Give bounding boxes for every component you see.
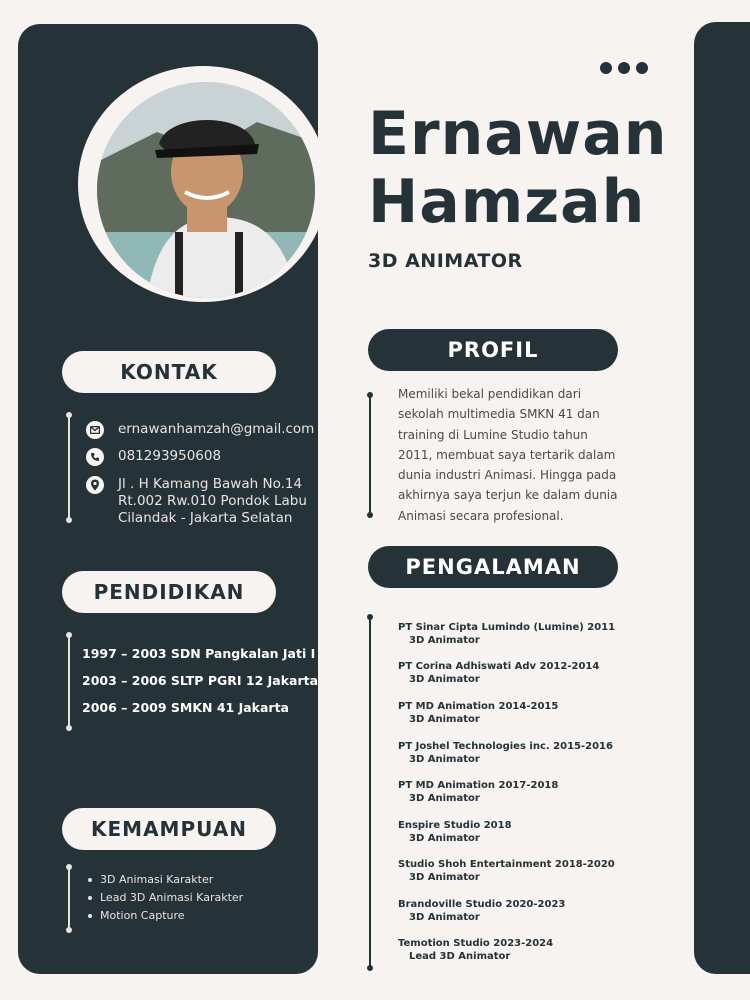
experience-item <box>398 621 615 647</box>
experience-role: 3D Animator <box>409 754 480 765</box>
profile-photo <box>97 82 315 298</box>
contact-heading: KONTAK <box>62 351 276 393</box>
more-dots-icon[interactable] <box>600 62 648 74</box>
skill-label: Lead 3D Animasi Karakter <box>100 891 244 904</box>
skills-line-dot-bottom <box>66 927 72 933</box>
experience-item <box>398 858 615 884</box>
contact-address-row <box>86 476 307 527</box>
first-name: Ernawan <box>368 99 668 169</box>
contact-phone[interactable]: 081293950608 <box>118 448 222 464</box>
experience-line-dot-top <box>367 614 373 620</box>
education-line-dot-top <box>66 632 72 638</box>
skills-heading: KEMAMPUAN <box>62 808 276 850</box>
experience-company: PT Sinar Cipta Lumindo (Lumine) 2011 <box>398 622 616 633</box>
education-heading: PENDIDIKAN <box>62 571 276 613</box>
experience-role: 3D Animator <box>409 833 480 844</box>
experience-item <box>398 660 599 686</box>
location-pin-icon <box>86 476 104 494</box>
experience-company: Temotion Studio 2023-2024 <box>398 938 554 949</box>
experience-heading: PENGALAMAN <box>368 546 618 588</box>
experience-role: 3D Animator <box>409 793 480 804</box>
contact-line-dot-bottom <box>66 517 72 523</box>
profile-text: Memiliki bekal pendidikan dari sekolah multimedia SMKN 41 dan training di Lumine Studio tahun 2011, membuat saya tertarik dalam dunia industri Animasi. Hingga pada akhirnya saya terjun ke dalam dunia Animasi secara profesional. <box>398 387 618 523</box>
experience-company: PT Corina Adhiswati Adv 2012-2014 <box>398 661 600 672</box>
address-line-2: Rt.002 Rw.010 Pondok Labu <box>118 493 307 509</box>
education-line <box>68 636 70 728</box>
last-name: Hamzah <box>368 167 646 237</box>
education-item: 2006 – 2009 SMKN 41 Jakarta <box>82 700 289 715</box>
experience-role: Lead 3D Animator <box>409 951 511 962</box>
experience-item <box>398 819 512 845</box>
skills-line <box>68 868 70 930</box>
experience-role: 3D Animator <box>409 912 480 923</box>
experience-item <box>398 700 558 726</box>
profile-line-dot-top <box>367 392 373 398</box>
experience-company: Brandoville Studio 2020-2023 <box>398 899 566 910</box>
education-item: 2003 – 2006 SLTP PGRI 12 Jakarta <box>82 673 319 688</box>
phone-icon <box>86 448 104 466</box>
experience-role: 3D Animator <box>409 674 480 685</box>
address-line-1: Jl . H Kamang Bawah No.14 <box>118 476 303 492</box>
experience-item <box>398 740 613 766</box>
experience-line-dot-bottom <box>367 965 373 971</box>
experience-role: 3D Animator <box>409 872 480 883</box>
experience-company: PT MD Animation 2017-2018 <box>398 780 559 791</box>
experience-item <box>398 898 565 924</box>
experience-company: PT Joshel Technologies inc. 2015-2016 <box>398 741 613 752</box>
contact-line-dot-top <box>66 412 72 418</box>
experience-item <box>398 937 553 963</box>
envelope-icon <box>86 421 104 439</box>
skills-line-dot-top <box>66 864 72 870</box>
right-decorative-strip <box>694 22 750 974</box>
profile-line <box>369 396 371 516</box>
experience-item <box>398 779 558 805</box>
contact-address <box>118 476 307 527</box>
skill-item <box>88 909 185 922</box>
skill-item <box>88 873 213 886</box>
contact-phone-row <box>86 448 221 466</box>
contact-email[interactable]: ernawanhamzah@gmail.com <box>118 421 315 437</box>
education-line-dot-bottom <box>66 725 72 731</box>
skill-label: 3D Animasi Karakter <box>100 873 214 886</box>
experience-company: Enspire Studio 2018 <box>398 820 512 831</box>
contact-line <box>68 416 70 520</box>
contact-email-row <box>86 421 314 439</box>
skill-label: Motion Capture <box>100 909 185 922</box>
profile-heading: PROFIL <box>368 329 618 371</box>
experience-line <box>369 618 371 968</box>
experience-company: PT MD Animation 2014-2015 <box>398 701 559 712</box>
experience-company: Studio Shoh Entertainment 2018-2020 <box>398 859 615 870</box>
person-role: 3D ANIMATOR <box>368 250 523 272</box>
experience-role: 3D Animator <box>409 714 480 725</box>
skill-item <box>88 891 243 904</box>
address-line-3: Cilandak - Jakarta Selatan <box>118 510 293 526</box>
profile-line-dot-bottom <box>367 512 373 518</box>
experience-role: 3D Animator <box>409 635 480 646</box>
education-item: 1997 – 2003 SDN Pangkalan Jati I <box>82 646 316 661</box>
person-name <box>368 100 667 236</box>
